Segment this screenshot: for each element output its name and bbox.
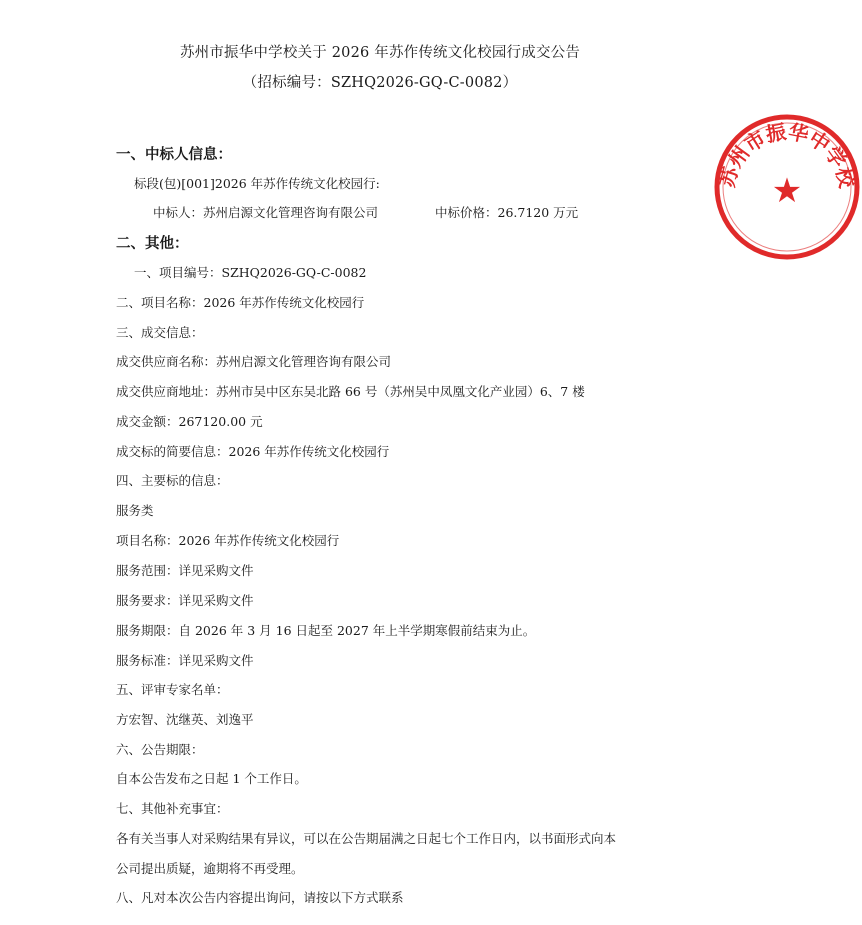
info-line: 服务范围：详见采购文件 — [116, 563, 254, 578]
info-line: 四、主要标的信息： — [116, 473, 229, 488]
section-heading-winner: 一、中标人信息： — [116, 147, 232, 163]
info-line: 自本公告发布之日起 1 个工作日。 — [116, 771, 307, 786]
info-line: 方宏智、沈继英、刘逸平 — [116, 712, 254, 727]
info-line: 服务期限：自 2026 年 3 月 16 日起至 2027 年上半学期寒假前结束为止。 — [116, 623, 536, 638]
section-heading-other: 二、其他： — [116, 236, 189, 252]
info-line: 一、项目编号：SZHQ2026-GQ-C-0082 — [134, 265, 367, 280]
info-line: 八、凡对本次公告内容提出询问，请按以下方式联系 — [116, 890, 404, 905]
info-line: 成交金额：267120.00 元 — [116, 414, 263, 429]
info-line: 成交供应商名称：苏州启源文化管理咨询有限公司 — [116, 354, 392, 369]
info-line: 各有关当事人对采购结果有异议，可以在公告期届满之日起七个工作日内，以书面形式向本 — [116, 831, 617, 846]
info-line: 三、成交信息： — [116, 325, 204, 340]
info-line: 五、评审专家名单： — [116, 682, 229, 697]
winner-price: 中标价格：26.7120 万元 — [435, 205, 579, 220]
info-line: 服务要求：详见采购文件 — [116, 593, 254, 608]
info-line: 六、公告期限： — [116, 742, 204, 757]
info-line: 服务类 — [116, 503, 154, 518]
info-line: 项目名称：2026 年苏作传统文化校园行 — [116, 533, 340, 548]
info-line: 成交标的简要信息：2026 年苏作传统文化校园行 — [116, 444, 390, 459]
winner-name: 中标人：苏州启源文化管理咨询有限公司 — [153, 205, 379, 220]
info-line: 服务标准：详见采购文件 — [116, 653, 254, 668]
tender-number: （招标编号：SZHQ2026-GQ-C-0082） — [242, 75, 518, 91]
official-seal-icon — [712, 112, 862, 262]
seal-text: 苏州市振华中学校 — [714, 119, 860, 191]
seal-star: ★ — [771, 171, 803, 211]
info-line: 公司提出质疑，逾期将不再受理。 — [116, 861, 304, 876]
info-line: 七、其他补充事宜： — [116, 801, 229, 816]
document-title: 苏州市振华中学校关于 2026 年苏作传统文化校园行成交公告 — [179, 45, 581, 61]
info-line: 成交供应商地址：苏州市吴中区东吴北路 66 号（苏州吴中凤凰文化产业园）6、7 楼 — [116, 384, 585, 399]
info-line: 二、项目名称：2026 年苏作传统文化校园行 — [116, 295, 365, 310]
lot-line: 标段(包)[001]2026 年苏作传统文化校园行: — [134, 176, 380, 191]
